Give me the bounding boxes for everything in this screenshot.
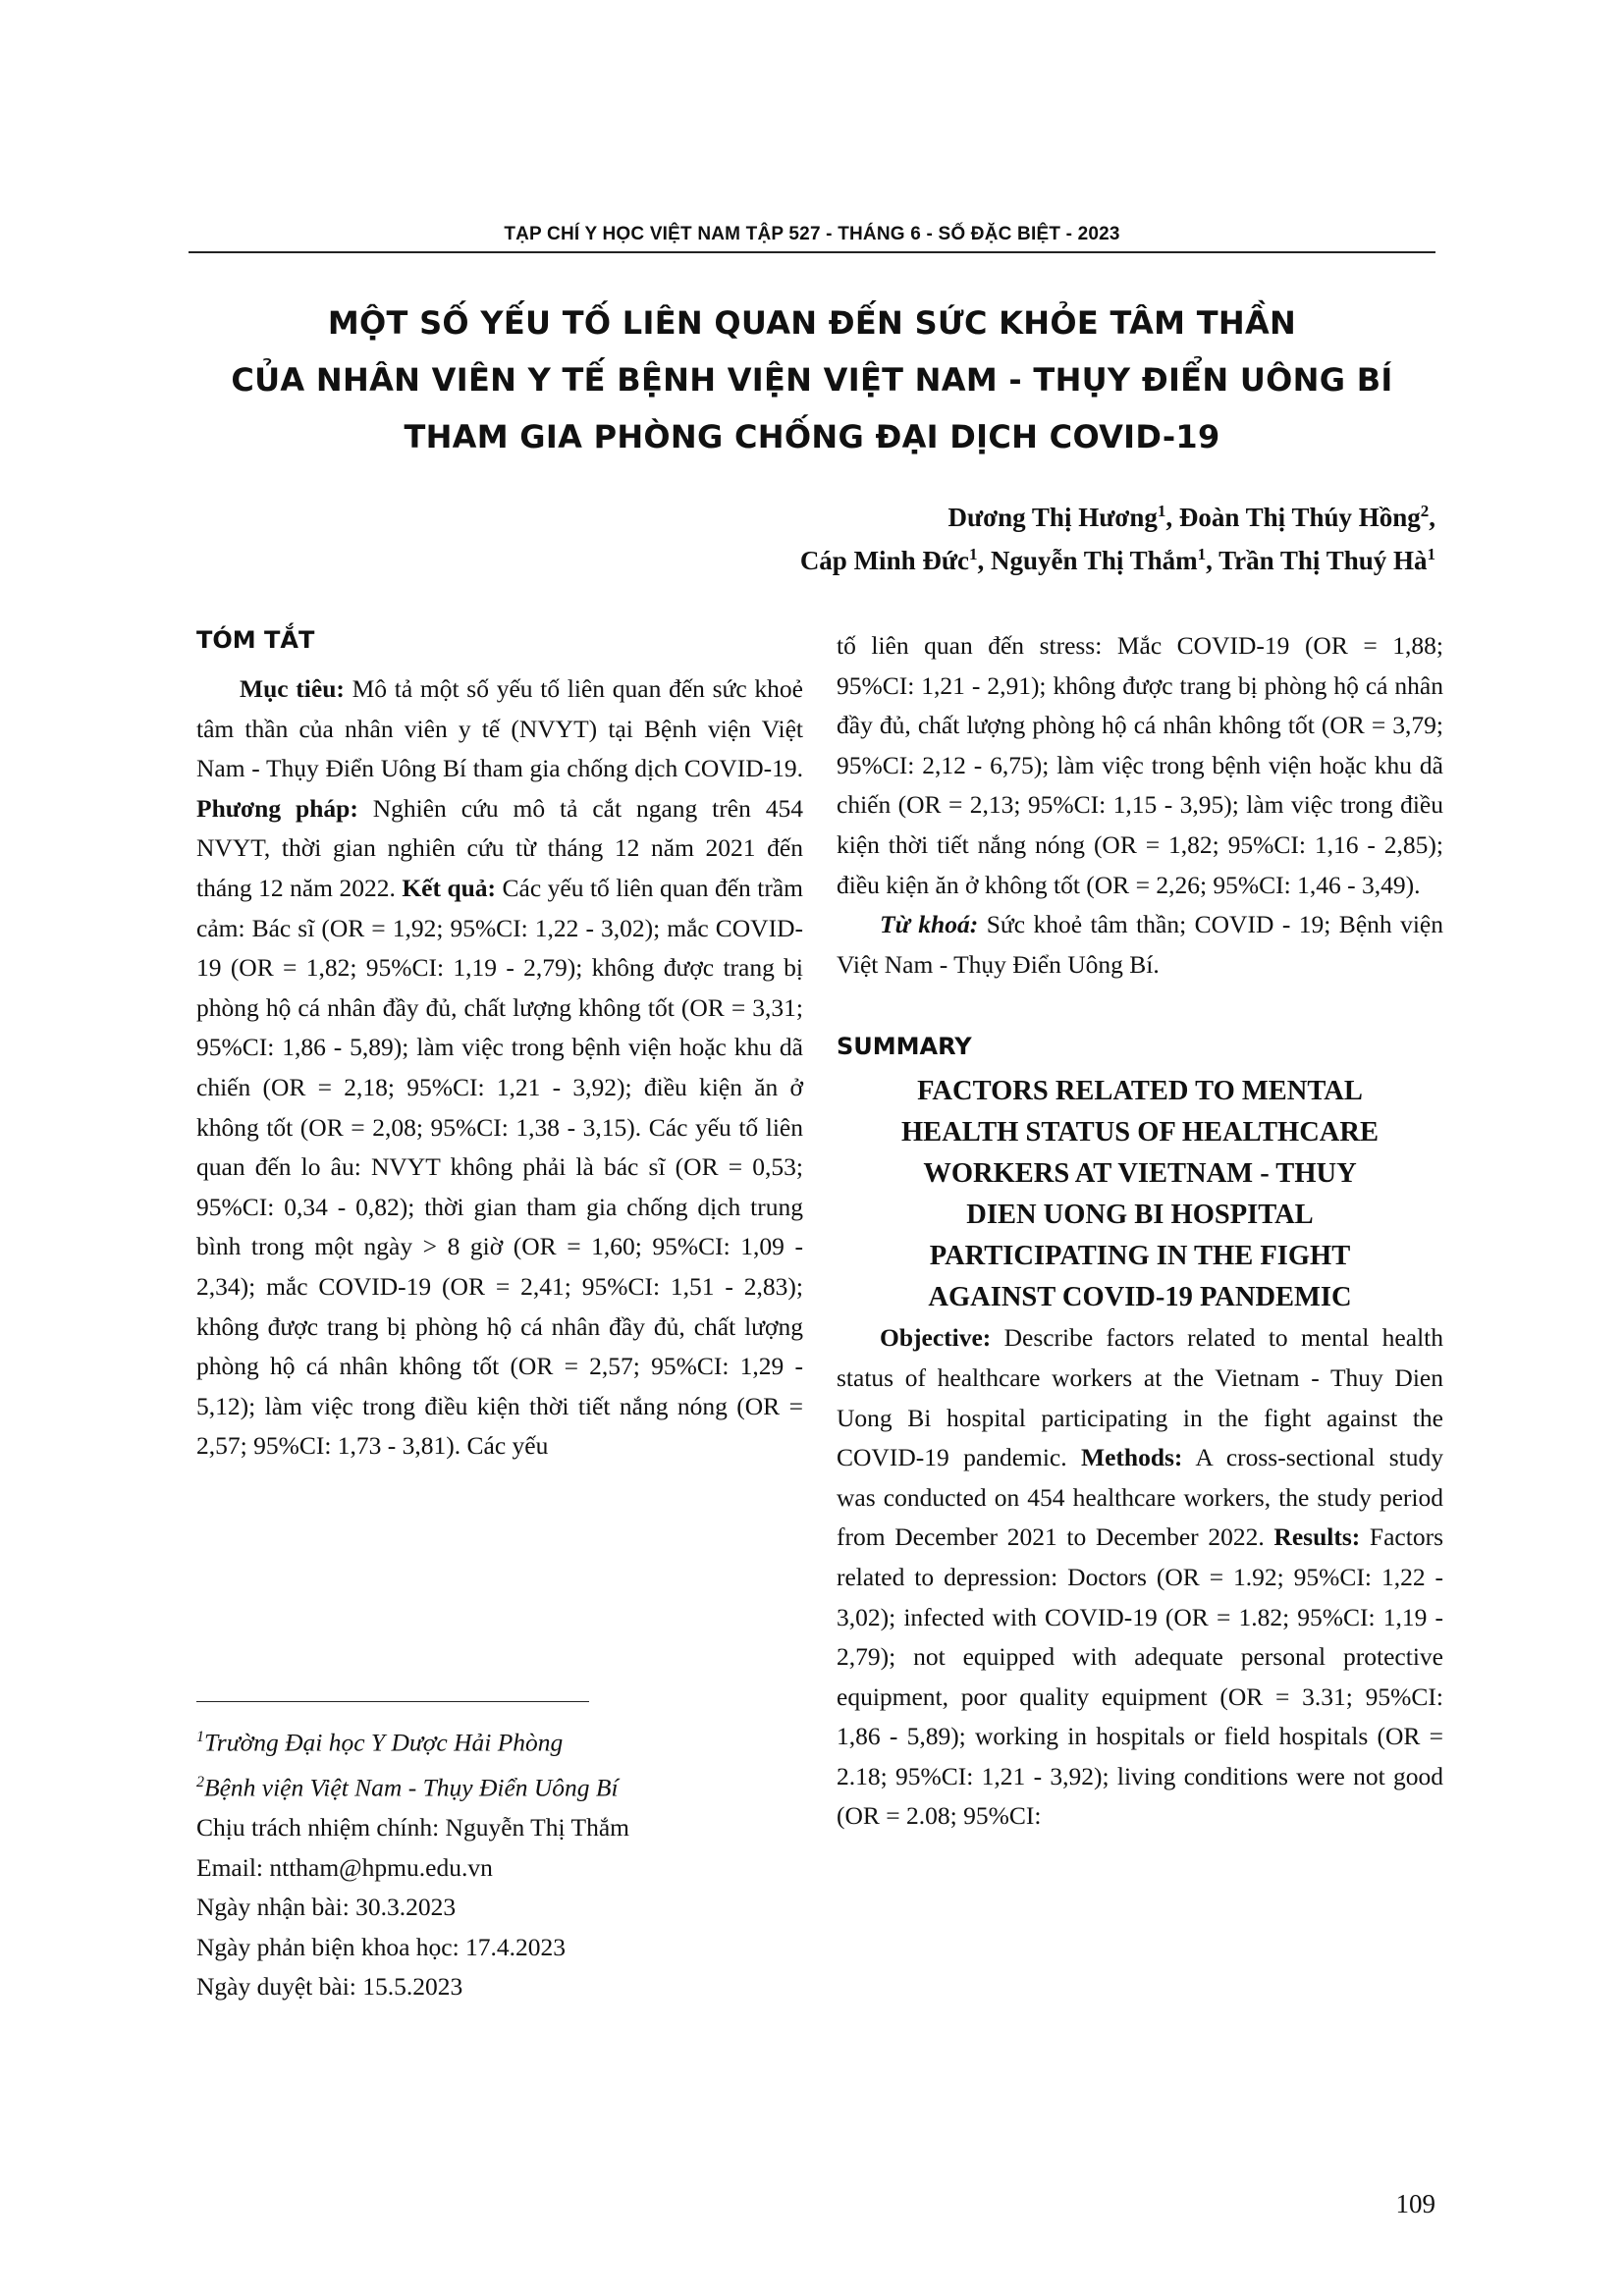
abstract-paragraph: [196, 669, 803, 1467]
english-title-line: FACTORS RELATED TO MENTAL: [917, 1076, 1363, 1107]
author-affiliation: 1: [969, 545, 978, 563]
author-separator: ,: [1429, 503, 1435, 532]
title-line-1: MỘT SỐ YẾU TỐ LIÊN QUAN ĐẾN SỨC KHỎE TÂM THẦN: [327, 304, 1297, 342]
author-affiliation: 1: [1197, 545, 1207, 563]
keywords: [837, 905, 1443, 985]
results-text: Các yếu tố liên quan đến trầm cảm: Bác sĩ (OR = 1,92; 95%CI: 1,22 - 3,02); mắc COVID-19 (OR = 1,82; 95%CI: 1,19 - 2,79); không được trang bị phòng hộ cá nhân đầy đủ, chất lượng không tốt (OR = 3,31; 95%CI: 1,86 - 5,89); làm việc trong bệnh viện hoặc khu dã chiến (OR = 2,18; 95%CI: 1,21 - 3,92); điều kiện ăn ở không tốt (OR = 2,08; 95%CI: 1,38 - 3,15). Các yếu tố liên quan đến lo âu: NVYT không phải là bác sĩ (OR = 0,53; 95%CI: 0,34 - 0,82); thời gian tham gia chống dịch trung bình trong một ngày > 8 giờ (OR = 1,60; 95%CI: 1,09 - 2,34); mắc COVID-19 (OR = 2,41; 95%CI: 1,51 - 2,83); không được trang bị phòng hộ cá nhân đầy đủ, chất lượng phòng hộ cá nhân không tốt (OR = 2,57; 95%CI: 1,29 - 5,12); làm việc trong điều kiện thời tiết nắng nóng (OR = 2,57; 95%CI: 1,73 - 3,81). Các yếu: [196, 873, 804, 1461]
author-separator: ,: [1165, 503, 1179, 532]
keywords-label: Từ khoá:: [880, 910, 979, 939]
header-rule: [189, 251, 1435, 253]
abstract-heading: TÓM TẮT: [196, 626, 315, 654]
author-separator: ,: [1206, 546, 1219, 575]
affiliation-text: Trường Đại học Y Dược Hải Phòng: [204, 1728, 564, 1757]
article-title: [189, 294, 1435, 465]
summary-paragraph: [837, 1318, 1443, 1837]
page-number: 109: [1395, 2189, 1435, 2218]
author-affiliation: 1: [1427, 545, 1435, 563]
results-label: Kết quả:: [402, 873, 497, 902]
footnote-rule: [196, 1701, 589, 1702]
english-title-line: WORKERS AT VIETNAM - THUY: [923, 1158, 1357, 1190]
abstract-continuation: tố liên quan đến stress: Mắc COVID-19 (OR = 1,88; 95%CI: 1,21 - 2,91); không được trang bị phòng hộ cá nhân đầy đủ, chất lượng phòng hộ cá nhân không tốt (OR = 3,79; 95%CI: 2,12 - 6,75); làm việc trong bệnh viện hoặc khu dã chiến (OR = 2,13; 95%CI: 1,15 - 3,95); làm việc trong điều kiện thời tiết nắng nóng (OR = 1,82; 95%CI: 1,16 - 2,85); điều kiện ăn ở không tốt (OR = 2,26; 95%CI: 1,46 - 3,49).: [837, 631, 1443, 899]
objective-label: Mục tiêu:: [240, 674, 345, 703]
keywords-text: Sức khoẻ tâm thần; COVID - 19; Bệnh viện Việt Nam - Thụy Điển Uông Bí.: [837, 910, 1443, 979]
en-results-text: Factors related to depression: Doctors (OR = 1.92; 95%CI: 1,22 - 3,02); infected with COVID-19 (OR = 1.82; 95%CI: 1,19 - 2,79); not equipped with adequate personal protective equipment, poor quality equipment (OR = 3.31; 95%CI: 1,86 - 5,89); working in hospitals or field hospitals (OR = 2.18; 95%CI: 1,21 - 3,92); living conditions were not good (OR = 2.08; 95%CI:: [837, 1522, 1443, 1831]
author-name: Đoàn Thị Thúy Hồng: [1178, 503, 1421, 532]
title-line-3: THAM GIA PHÒNG CHỐNG ĐẠI DỊCH COVID-19: [404, 418, 1220, 455]
author-name: Nguyễn Thị Thắm: [991, 546, 1198, 575]
affiliation-number: 2: [196, 1774, 204, 1790]
en-objective-label: Objective:: [880, 1323, 992, 1353]
author-affiliation: 1: [1157, 502, 1166, 520]
date-accepted: Ngày duyệt bài: 15.5.2023: [196, 1972, 463, 2001]
en-results-label: Results:: [1273, 1522, 1361, 1552]
english-title-line: HEALTH STATUS OF HEALTHCARE: [901, 1117, 1379, 1148]
objective-text: Mô tả một số yếu tố liên quan đến sức khoẻ tâm thần của nhân viên y tế (NVYT) tại Bệnh viện Việt Nam - Thụy Điển Uông Bí tham gia chống dịch COVID-19.: [196, 674, 804, 783]
right-column: [837, 626, 1443, 1837]
author-list: [355, 496, 1435, 582]
en-methods-text: A cross-sectional study was conducted on 454 healthcare workers, the study period from December 2021 to December 2022.: [837, 1443, 1443, 1552]
author-name: Dương Thị Hương: [947, 503, 1158, 532]
title-line-2: CỦA NHÂN VIÊN Y TẾ BỆNH VIỆN VIỆT NAM - THỤY ĐIỂN UÔNG BÍ: [231, 361, 1393, 399]
en-objective-text: Describe factors related to mental health status of healthcare workers at the Vietnam - Thuy Dien Uong Bi hospital participating in the fight against the COVID-19 pandemic.: [837, 1323, 1443, 1472]
english-title: [837, 1071, 1443, 1318]
english-title-line: AGAINST COVID-19 PANDEMIC: [928, 1282, 1352, 1313]
corresponding-author: Chịu trách nhiệm chính: Nguyễn Thị Thắm: [196, 1813, 629, 1842]
running-header: TẠP CHÍ Y HỌC VIỆT NAM TẬP 527 - THÁNG 6 - SỐ ĐẶC BIỆT - 2023: [504, 224, 1120, 244]
method-text: Nghiên cứu mô tả cắt ngang trên 454 NVYT, thời gian nghiên cứu từ tháng 12 năm 2021 đến tháng 12 năm 2022.: [196, 793, 803, 902]
date-reviewed: Ngày phản biện khoa học: 17.4.2023: [196, 1932, 567, 1961]
affiliation-text: Bệnh viện Việt Nam - Thụy Điển Uông Bí: [204, 1773, 619, 1802]
english-title-line: PARTICIPATING IN THE FIGHT: [929, 1241, 1351, 1272]
author-separator: ,: [977, 546, 992, 575]
author-line-2: [355, 539, 1435, 582]
email: Email: nttham@hpmu.edu.vn: [196, 1852, 493, 1882]
footnotes: [196, 1718, 805, 2007]
affiliation-2: [196, 1763, 805, 1808]
author-name: Cáp Minh Đức: [799, 546, 970, 575]
english-title-line: DIEN UONG BI HOSPITAL: [966, 1200, 1314, 1231]
affiliation-number: 1: [196, 1729, 204, 1745]
author-name: Trần Thị Thuý Hà: [1218, 546, 1428, 575]
left-column: [196, 620, 803, 1467]
en-methods-label: Methods:: [1081, 1443, 1183, 1472]
author-line-1: [355, 496, 1435, 539]
date-received: Ngày nhận bài: 30.3.2023: [196, 1893, 457, 1921]
method-label: Phương pháp:: [196, 793, 358, 823]
summary-heading: SUMMARY: [837, 1033, 972, 1061]
author-affiliation: 2: [1420, 502, 1430, 520]
affiliation-1: [196, 1718, 805, 1763]
